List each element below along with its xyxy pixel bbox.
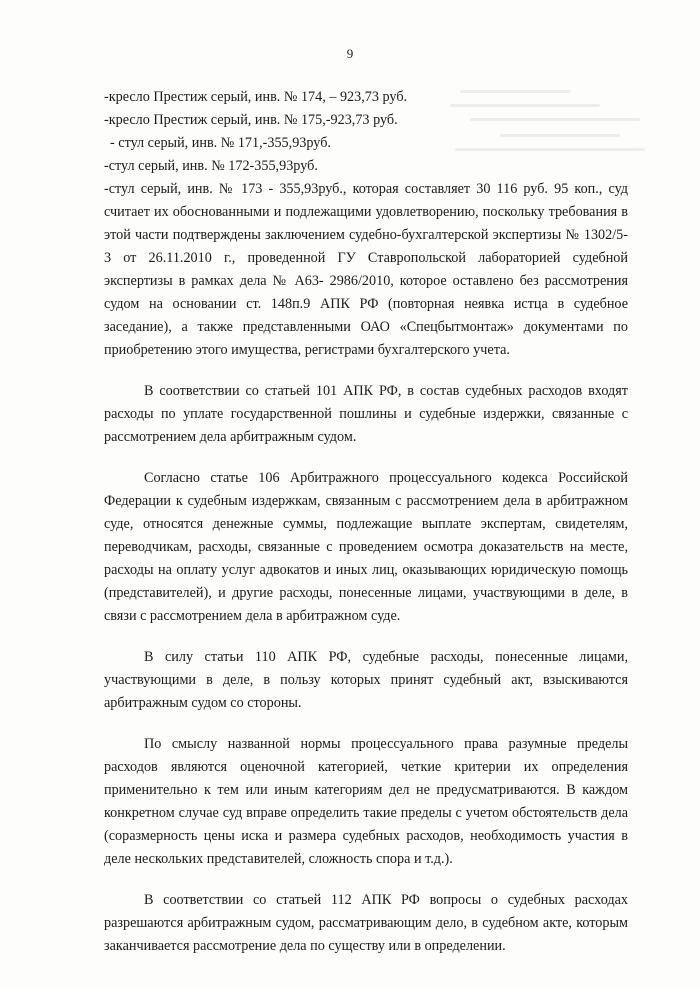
paragraph: В силу статьи 110 АПК РФ, судебные расходы, понесенные лицами, участвующими в деле, в пользу которых принят судебный акт, взыскиваются арбитражным судом со стороны.: [104, 649, 628, 711]
document-body: [104, 86, 628, 958]
list-item: -кресло Престиж серый, инв. № 174, – 923,73 руб.: [104, 89, 408, 105]
paragraph: Согласно статье 106 Арбитражного процессуального кодекса Российской Федерации к судебным издержкам, связанным с рассмотрением дела в арбитражном суде, относятся денежные суммы, подлежащие выплате экспертам, свидетелям, переводчикам, расходы, связанные с проведением осмотра доказательств на месте, расходы на оплату услуг адвокатов и иных лиц, оказывающих юридическую помощь (представителей), и другие расходы, понесенные лицами, участвующими в деле, в связи с рассмотрением дела в арбитражном суде.: [104, 470, 628, 624]
page-number: 9: [346, 46, 354, 61]
paragraph: В соответствии со статьей 112 АПК РФ вопросы о судебных расходах разрешаются арбитражным судом, рассматривающим дело, в судебном акте, которым заканчивается рассмотрение дела по существу или в определении.: [104, 892, 628, 954]
paragraph: -стул серый, инв. № 173 - 355,93руб., которая составляет 30 116 руб. 95 коп., суд считает их обоснованными и подлежащими удовлетворению, поскольку требования в этой части подтверждены заключением судебно-бухгалтерской экспертизы № 1302/5-3 от 26.11.2010 г., проведенной ГУ Ставропольской лабораторией судебной экспертизы в рамках дела № А63- 2986/2010, которое оставлено без рассмотрения судом на основании ст. 148п.9 АПК РФ (повторная неявка истца в судебное заседание), а также представленными ОАО «Спецбытмонтаж» документами по приобретению этого имущества, регистрами бухгалтерского учета.: [104, 181, 628, 358]
list-item: -кресло Престиж серый, инв. № 175,-923,73 руб.: [104, 112, 398, 128]
paragraph: По смыслу названной нормы процессуального права разумные пределы расходов являются оценочной категорией, четкие критерии их определения применительно к тем или иным категориям дел не предусматриваются. В каждом конкретном случае суд вправе определить такие пределы с учетом обстоятельств дела (соразмерность цены иска и размера судебных расходов, необходимость участия в деле нескольких представителей, сложность спора и т.д.).: [104, 736, 628, 867]
list-item: -стул серый, инв. № 172-355,93руб.: [104, 158, 318, 174]
paragraph: В соответствии со статьей 101 АПК РФ, в состав судебных расходов входят расходы по уплате государственной пошлины и судебные издержки, связанные с рассмотрением дела арбитражным судом.: [104, 383, 628, 445]
list-item: - стул серый, инв. № 171,-355,93руб.: [110, 135, 331, 151]
